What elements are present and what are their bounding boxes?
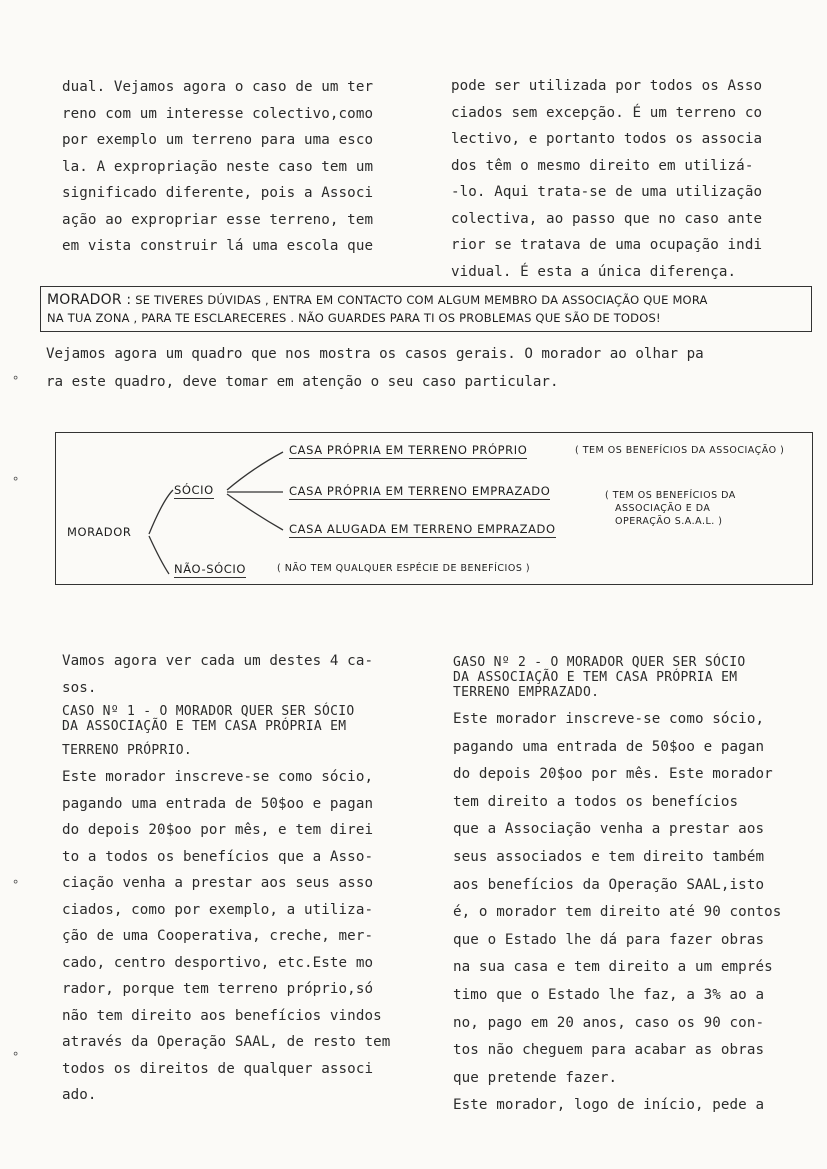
text-line: vidual. É esta a única diferença. bbox=[451, 263, 737, 280]
text-line: reno com um interesse colectivo,como bbox=[62, 105, 374, 122]
diagram-nao-socio-note: ( NÃO TEM QUALQUER ESPÉCIE DE BENEFÍCIOS ) bbox=[277, 563, 531, 574]
text-line: pagando uma entrada de 50$oo e pagan bbox=[453, 738, 765, 755]
text-line: lectivo, e portanto todos os associa bbox=[451, 131, 763, 147]
heading-line: DA ASSOCIAÇÃO E TEM CASA PRÓPRIA EM bbox=[453, 670, 738, 685]
text-line: aos benefícios da Operação SAAL,isto bbox=[453, 876, 765, 893]
text-line: rior se tratava de uma ocupação indi bbox=[451, 237, 763, 253]
text-line: em vista construir lá uma escola que bbox=[62, 238, 374, 254]
text-line: ra este quadro, deve tomar em atenção o seu caso particular. bbox=[46, 374, 559, 390]
text-line: dos têm o mesmo direito em utilizá- bbox=[451, 157, 754, 174]
text-line: seus associados e tem direito também bbox=[453, 848, 765, 865]
punch-mark: ° bbox=[12, 374, 20, 388]
text-line: pagando uma entrada de 50$oo e pagan bbox=[62, 795, 374, 812]
text-line: através da Operação SAAL, de resto tem bbox=[62, 1034, 391, 1050]
text-line: Vejamos agora um quadro que nos mostra os casos gerais. O morador ao olhar pa bbox=[46, 346, 704, 362]
text-line: tem direito a todos os benefícios bbox=[453, 793, 739, 810]
note-line: OPERAÇÃO S.A.A.L. ) bbox=[615, 516, 723, 527]
text-line: -lo. Aqui trata-se de uma utilização bbox=[451, 184, 763, 200]
case-2-heading bbox=[453, 655, 781, 700]
cases-diagram bbox=[55, 432, 813, 587]
text-line: do depois 20$oo por mês, e tem direi bbox=[62, 822, 374, 838]
diagram-case3: CASA ALUGADA EM TERRENO EMPRAZADO bbox=[289, 522, 556, 536]
diagram-nao-socio: NÃO-SÓCIO bbox=[174, 562, 247, 576]
heading-line: TERRENO EMPRAZADO. bbox=[453, 685, 600, 700]
note-line: ASSOCIAÇÃO E DA bbox=[615, 503, 711, 514]
text-line: cado, centro desportivo, etc.Este mo bbox=[62, 954, 374, 971]
morador-note-box bbox=[40, 286, 812, 332]
text-line: ado. bbox=[62, 1087, 97, 1103]
note-lead: MORADOR : bbox=[47, 292, 132, 308]
top-right-column bbox=[451, 73, 762, 285]
text-line: Este morador inscreve-se como sócio, bbox=[453, 711, 765, 727]
diagram-case1: CASA PRÓPRIA EM TERRENO PRÓPRIO bbox=[289, 443, 528, 457]
diagram-root: MORADOR bbox=[67, 525, 132, 539]
diagram-case2: CASA PRÓPRIA EM TERRENO EMPRAZADO bbox=[289, 484, 551, 498]
bottom-right-column bbox=[453, 655, 781, 1120]
text-line: que o Estado lhe dá para fazer obras bbox=[453, 931, 765, 948]
note-line: NA TUA ZONA , PARA TE ESCLARECERES . NÃO GUARDES PARA TI OS PROBLEMAS QUE SÃO DE TODOS! bbox=[47, 311, 661, 325]
heading-line: CASO Nº 1 - O MORADOR QUER SER SÓCIO bbox=[62, 704, 355, 719]
text-line: ação ao expropriar esse terreno, tem bbox=[62, 211, 374, 228]
punch-mark: ° bbox=[12, 878, 20, 892]
text-line: ção de uma Cooperativa, creche, mer- bbox=[62, 928, 374, 944]
text-line: pode ser utilizada por todos os Asso bbox=[451, 78, 763, 94]
note-line: ( TEM OS BENEFÍCIOS DA bbox=[605, 490, 736, 501]
text-line: timo que o Estado lhe faz, a 3% ao a bbox=[453, 986, 765, 1003]
heading-line: DA ASSOCIAÇÃO E TEM CASA PRÓPRIA EM bbox=[62, 719, 347, 734]
text-line: ciados sem excepção. É um terreno co bbox=[451, 104, 763, 121]
text-line: por exemplo um terreno para uma esco bbox=[62, 132, 374, 148]
diagram-case23-note bbox=[605, 489, 736, 528]
text-line: tos não cheguem para acabar as obras bbox=[453, 1042, 765, 1059]
text-line: não tem direito aos benefícios vindos bbox=[62, 1007, 382, 1024]
bottom-left-column bbox=[62, 648, 390, 1109]
text-line: é, o morador tem direito até 90 contos bbox=[453, 904, 782, 921]
text-line: sos. bbox=[62, 679, 97, 696]
text-line: colectiva, ao passo que no caso ante bbox=[451, 210, 763, 227]
punch-mark: ° bbox=[12, 1050, 20, 1064]
text-line: que a Associação venha a prestar aos bbox=[453, 821, 765, 838]
text-line: todos os direitos de qualquer associ bbox=[62, 1060, 374, 1077]
text-line: Este morador inscreve-se como sócio, bbox=[62, 769, 374, 785]
intro-paragraph bbox=[46, 340, 704, 396]
text-line: significado diferente, pois a Associ bbox=[62, 185, 374, 201]
diagram-socio: SÓCIO bbox=[174, 483, 214, 497]
text-line: ciação venha a prestar aos seus asso bbox=[62, 875, 374, 891]
text-line: to a todos os benefícios que a Asso- bbox=[62, 848, 374, 865]
case-1-heading bbox=[62, 704, 390, 758]
text-line: rador, porque tem terreno próprio,só bbox=[62, 981, 374, 997]
punch-mark: ° bbox=[12, 475, 20, 489]
note-line: SE TIVERES DÚVIDAS , ENTRA EM CONTACTO COM ALGUM MEMBRO DA ASSOCIAÇÃO QUE MORA bbox=[135, 293, 708, 307]
text-line: la. A expropriação neste caso tem um bbox=[62, 158, 374, 175]
text-line: Este morador, logo de início, pede a bbox=[453, 1097, 765, 1114]
heading-line: GASO Nº 2 - O MORADOR QUER SER SÓCIO bbox=[453, 655, 746, 670]
text-line: dual. Vejamos agora o caso de um ter bbox=[62, 79, 374, 95]
text-line: do depois 20$oo por mês. Este morador bbox=[453, 766, 773, 783]
text-line: Vamos agora ver cada um destes 4 ca- bbox=[62, 653, 374, 669]
text-line: no, pago em 20 anos, caso os 90 con- bbox=[453, 1014, 765, 1031]
top-left-column bbox=[62, 74, 373, 260]
heading-line: TERRENO PRÓPRIO. bbox=[62, 743, 193, 758]
text-line: ciados, como por exemplo, a utiliza- bbox=[62, 901, 374, 918]
text-line: que pretende fazer. bbox=[453, 1069, 618, 1086]
text-line: na sua casa e tem direito a um emprés bbox=[453, 959, 773, 976]
diagram-case1-note: ( TEM OS BENEFÍCIOS DA ASSOCIAÇÃO ) bbox=[575, 445, 785, 456]
